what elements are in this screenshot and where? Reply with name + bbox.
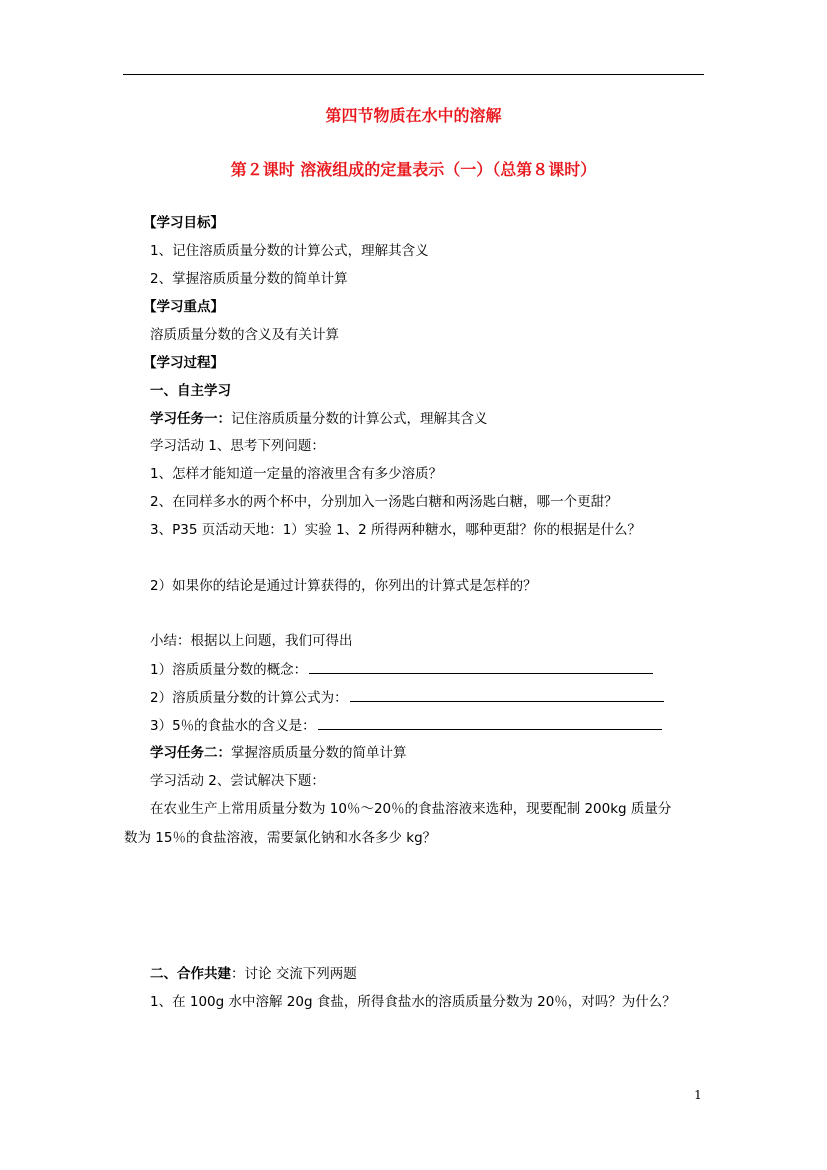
problem-line-2: 数为 15％的食盐溶液，需要氯化钠和水各多少 kg？ bbox=[124, 830, 437, 846]
objective-1: 1、记住溶质质量分数的计算公式，理解其含义 bbox=[150, 243, 429, 259]
task-2-text: 掌握溶质质量分数的简单计算 bbox=[231, 745, 407, 761]
question-3: 3、P35 页活动天地：1）实验 1、2 所得两种糖水，哪种更甜？你的根据是什么？ bbox=[150, 522, 642, 538]
activity-2: 学习活动 2、尝试解决下题： bbox=[150, 773, 325, 789]
summary-1 bbox=[150, 660, 653, 679]
answer-blank-meaning[interactable] bbox=[318, 716, 662, 730]
objectives-heading: 【学习目标】 bbox=[143, 215, 224, 231]
header-rule bbox=[123, 74, 704, 75]
question-2: 2、在同样多水的两个杯中，分别加入一汤匙白糖和两汤匙白糖，哪一个更甜？ bbox=[150, 494, 618, 510]
question-1: 1、怎样才能知道一定量的溶液里含有多少溶质？ bbox=[150, 466, 443, 482]
problem-line-1: 在农业生产上常用质量分数为 10％～20％的食盐溶液来选种，现要配制 200kg 质量分 bbox=[150, 801, 672, 817]
answer-blank-concept[interactable] bbox=[309, 660, 653, 674]
section-2-heading: 二、合作共建 bbox=[150, 966, 231, 982]
task-1 bbox=[150, 410, 488, 428]
section-2 bbox=[150, 965, 357, 983]
coop-question-1: 1、在 100g 水中溶解 20g 食盐，所得食盐水的溶质质量分数为 20％，对吗？为什么？ bbox=[150, 994, 676, 1010]
answer-blank-formula[interactable] bbox=[350, 688, 664, 702]
activity-1: 学习活动 1、思考下列问题： bbox=[150, 438, 325, 454]
task-2 bbox=[150, 744, 407, 762]
document-subtitle: 第２课时 溶液组成的定量表示（一）（总第８课时） bbox=[230, 160, 597, 179]
section-2-text: ：讨论 交流下列两题 bbox=[231, 966, 357, 982]
question-3-part-2: 2）如果你的结论是通过计算获得的，你列出的计算式是怎样的？ bbox=[150, 578, 537, 594]
section-1-heading: 一、自主学习 bbox=[150, 383, 231, 399]
summary-2 bbox=[150, 688, 664, 707]
document-title: 第四节物质在水中的溶解 bbox=[325, 106, 502, 125]
process-heading: 【学习过程】 bbox=[143, 355, 224, 371]
page-number: 1 bbox=[694, 1088, 702, 1102]
focus-heading: 【学习重点】 bbox=[143, 299, 224, 315]
objective-2: 2、掌握溶质质量分数的简单计算 bbox=[150, 271, 348, 287]
focus-text: 溶质质量分数的含义及有关计算 bbox=[150, 327, 339, 343]
task-1-label: 学习任务一： bbox=[150, 411, 231, 427]
summary-intro: 小结：根据以上问题，我们可得出 bbox=[150, 633, 353, 649]
task-2-label: 学习任务二： bbox=[150, 745, 231, 761]
summary-2-label: 2）溶质质量分数的计算公式为： bbox=[150, 690, 348, 706]
summary-3-label: 3）5％的食盐水的含义是： bbox=[150, 718, 316, 734]
summary-3 bbox=[150, 716, 662, 735]
task-1-text: 记住溶质质量分数的计算公式，理解其含义 bbox=[231, 411, 488, 427]
summary-1-label: 1）溶质质量分数的概念： bbox=[150, 662, 308, 678]
